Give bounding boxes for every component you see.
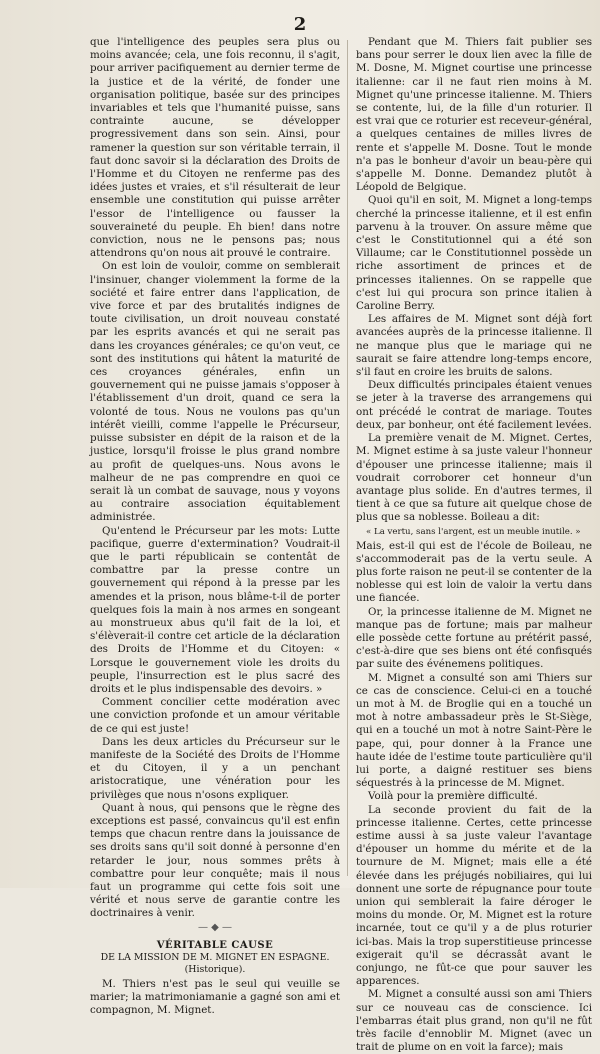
left-paragraph: que l'intelligence des peuples sera plus ou moins avancée; cela, une fois reconnu, il s'agit, pour arriver pacifiquement au dernier terme de la justice et de la vérité, de fonder une organisation politique, basée sur des principes invariables et tels que l'humanité puisse, sans contrainte aucune, se développer progressivement dans son sein. Ainsi, pour ramener la question sur son véritable terrain, il faut donc savoir si la déclaration des Droits de l'Homme et du Citoyen ne renferme pas des idées justes et vraies, et s'il résulterait de leur ensemble une constitution qui puisse arrêter l'essor de l'intelligence ou fausser la souveraineté du peuple. Eh bien! dans notre conviction, nous ne le pensons pas; nous attendrons qu'on nous ait prouvé le contraire. xyxy=(90,36,340,260)
right-paragraph: M. Mignet a consulté son ami Thiers sur ce cas de conscience. Celui-ci en a touché un mot à M. de Broglie qui en a touché un mot à notre ambassadeur près le St-Siège, qui en a touché un mot à notre Saint-Père le pape, qui, pour donner à la France une haute idée de l'estime toute particulière qu'il lui porte, a daigné restituer ses biens séquestrés à la princesse de M. Mignet. xyxy=(356,671,592,790)
left-paragraph: Dans les deux articles du Précurseur sur le manifeste de la Société des Droits de l'Homme et du Citoyen, il y a un penchant aristocratique, une vénération pour les privilèges que nous n'osons expliquer. xyxy=(90,735,340,801)
left-paragraph: Qu'entend le Précurseur par les mots: Lutte pacifique, guerre d'extermination? Voudrait-il que le parti républicain se contentât de combattre par la presse contre un gouvernement qui répond à la presse par les amendes et la prison, nous blâme-t-il de porter quelques fois la main à nos armes en songeant au monstrueux abus qu'il fait de la loi, et s'élèverait-il contre cet article de la déclaration des Droits de l'Homme et du Citoyen: « Lorsque le gouvernement viole les droits du peuple, l'insurrection est le plus sacré des droits et le plus indispensable des devoirs. » xyxy=(90,524,340,695)
right-paragraph: Quoi qu'il en soit, M. Mignet a long-temps cherché la princesse italienne, et il est enfin parvenu à la trouver. On assure même que c'est le Constitutionnel qui a été son Villaume; car le Constitutionnel possède un riche assortiment de princes et de princesses italiennes. On se rappelle que c'est lui qui procura son prince italien à Caroline Berry. xyxy=(356,194,592,313)
right-paragraph: Les affaires de M. Mignet sont déjà fort avancées auprès de la princesse italienne. Il ne manque plus que le mariage qui ne saurait se faire attendre long-temps encore, s'il faut en croire les bruits de salons. xyxy=(356,313,592,379)
right-paragraph: La seconde provient du fait de la princesse italienne. Certes, cette princesse estime aussi à sa juste valeur l'avantage d'épouser un homme du mérite et de la tournure de M. Mignet; mais elle a été élevée dans les préjugés nobiliaires, qui lui donnent une sorte de répugnance pour toute union qui semblerait la faire déroger le moins du monde. Or, M. Mignet est la roture incarnée, tout ce qu'il y a de plus roturier ici-bas. Mais la trop superstitieuse princesse exigerait qu'il se décrassât avant le conjungo, ne fût-ce que pour sauver les apparences. xyxy=(356,803,592,988)
right-paragraph: M. Mignet a consulté aussi son ami Thiers sur ce nouveau cas de conscience. Ici l'embarras était plus grand, non qu'il ne fût très facile d'ennoblir M. Mignet (avec un trait de plume on en voit la farce); mais xyxy=(356,988,592,1054)
right-paragraph: Pendant que M. Thiers fait publier ses bans pour serrer le doux lien avec la fille de M. Dosne, M. Mignet courtise une princesse italienne: car il ne faut rien moins à M. Mignet qu'une princesse italienne. M. Thiers se contente, lui, de la fille d'un roturier. Il est vrai que ce roturier est receveur-général, a quelques centaines de milles livres de rente et s'appelle M. Dosne. Tout le monde n'a pas le bonheur d'avoir un beau-père qui s'appelle M. Donne. Demandez plutôt à Léopold de Belgique. xyxy=(356,36,592,194)
right-column xyxy=(356,36,592,1054)
section-paragraph: M. Thiers n'est pas le seul qui veuille se marier; la matrimoniamanie a gagné son ami et compagnon, M. Mignet. xyxy=(90,977,340,1017)
left-paragraph: On est loin de vouloir, comme on semblerait l'insinuer, changer violemment la forme de la société et faire entrer dans l'application, de vive force et par des brutalités indignes de toute civilisation, un droit nouveau constaté par les esprits avancés et qui ne serait pas dans les croyances générales; ce qu'on veut, ce sont des institutions qui hâtent la maturité de ces croyances générales, enfin un gouvernement qui ne puisse jamais s'opposer à l'établissement d'un droit, quand ce sera la volonté de tous. Nous ne voulons pas qu'un intérêt vieilli, comme l'appelle le Précurseur, puisse subsister en dépit de la raison et de la justice, lorsqu'il froisse le plus grand nombre au profit de quelques-uns. Nous avons le malheur de ne pas comprendre en quoi ce serait là un combat de sauvage, nous y voyons au contraire association équitablement administrée. xyxy=(90,260,340,524)
right-paragraph: Deux difficultés principales étaient venues se jeter à la traverse des arrangemens qui ont précédé le contrat de mariage. Toutes deux, par bonheur, ont été facilement levées. xyxy=(356,379,592,431)
section-subtitle: DE LA MISSION DE M. MIGNET EN ESPAGNE. (Historique). xyxy=(100,951,330,975)
section-title: VÉRITABLE CAUSE xyxy=(156,939,274,951)
right-paragraph: Voilà pour la première difficulté. xyxy=(368,790,538,803)
left-paragraph: Quant à nous, qui pensons que le règne des exceptions est passé, convaincus qu'il est enfin temps que chacun rentre dans la jouissance de ses droits sans qu'il soit donné à personne d'en retarder le jour, nous sommes prêts à combattre pour leur conquête; mais il nous faut un programme qui cette fois soit une vérité et nous serve de garantie contre les doctrinaires à venir. xyxy=(90,801,340,920)
boileau-quote: « La vertu, sans l'argent, est un meuble inutile. » xyxy=(366,526,581,537)
right-paragraph: Mais, est-il qui est de l'école de Boileau, ne s'accommoderait pas de la vertu seule. A plus forte raison ne peut-il se contenter de la noblesse qui est loin de valoir la vertu dans une fiancée. xyxy=(356,539,592,605)
ornament-divider: — ◆ — xyxy=(197,921,233,933)
page-number: 2 xyxy=(293,14,307,35)
right-paragraph: La première venait de M. Mignet. Certes, M. Mignet estime à sa juste valeur l'honneur d'épouser une princesse italienne; mais il voudrait corroborer cet honneur d'un avantage plus solide. En d'autres termes, il tient à ce que sa future ait quelque chose de plus que sa noblesse. Boileau a dit: xyxy=(356,432,592,524)
left-paragraph: Comment concilier cette modération avec une conviction profonde et un amour véritable de ce qui est juste! xyxy=(90,696,340,735)
left-column xyxy=(90,36,340,1017)
right-paragraph: Or, la princesse italienne de M. Mignet ne manque pas de fortune; mais par malheur elle possède cette fortune au prétérit passé, c'est-à-dire que ses biens ont été confisqués par suite des événemens politiques. xyxy=(356,605,592,671)
column-divider xyxy=(347,40,348,876)
